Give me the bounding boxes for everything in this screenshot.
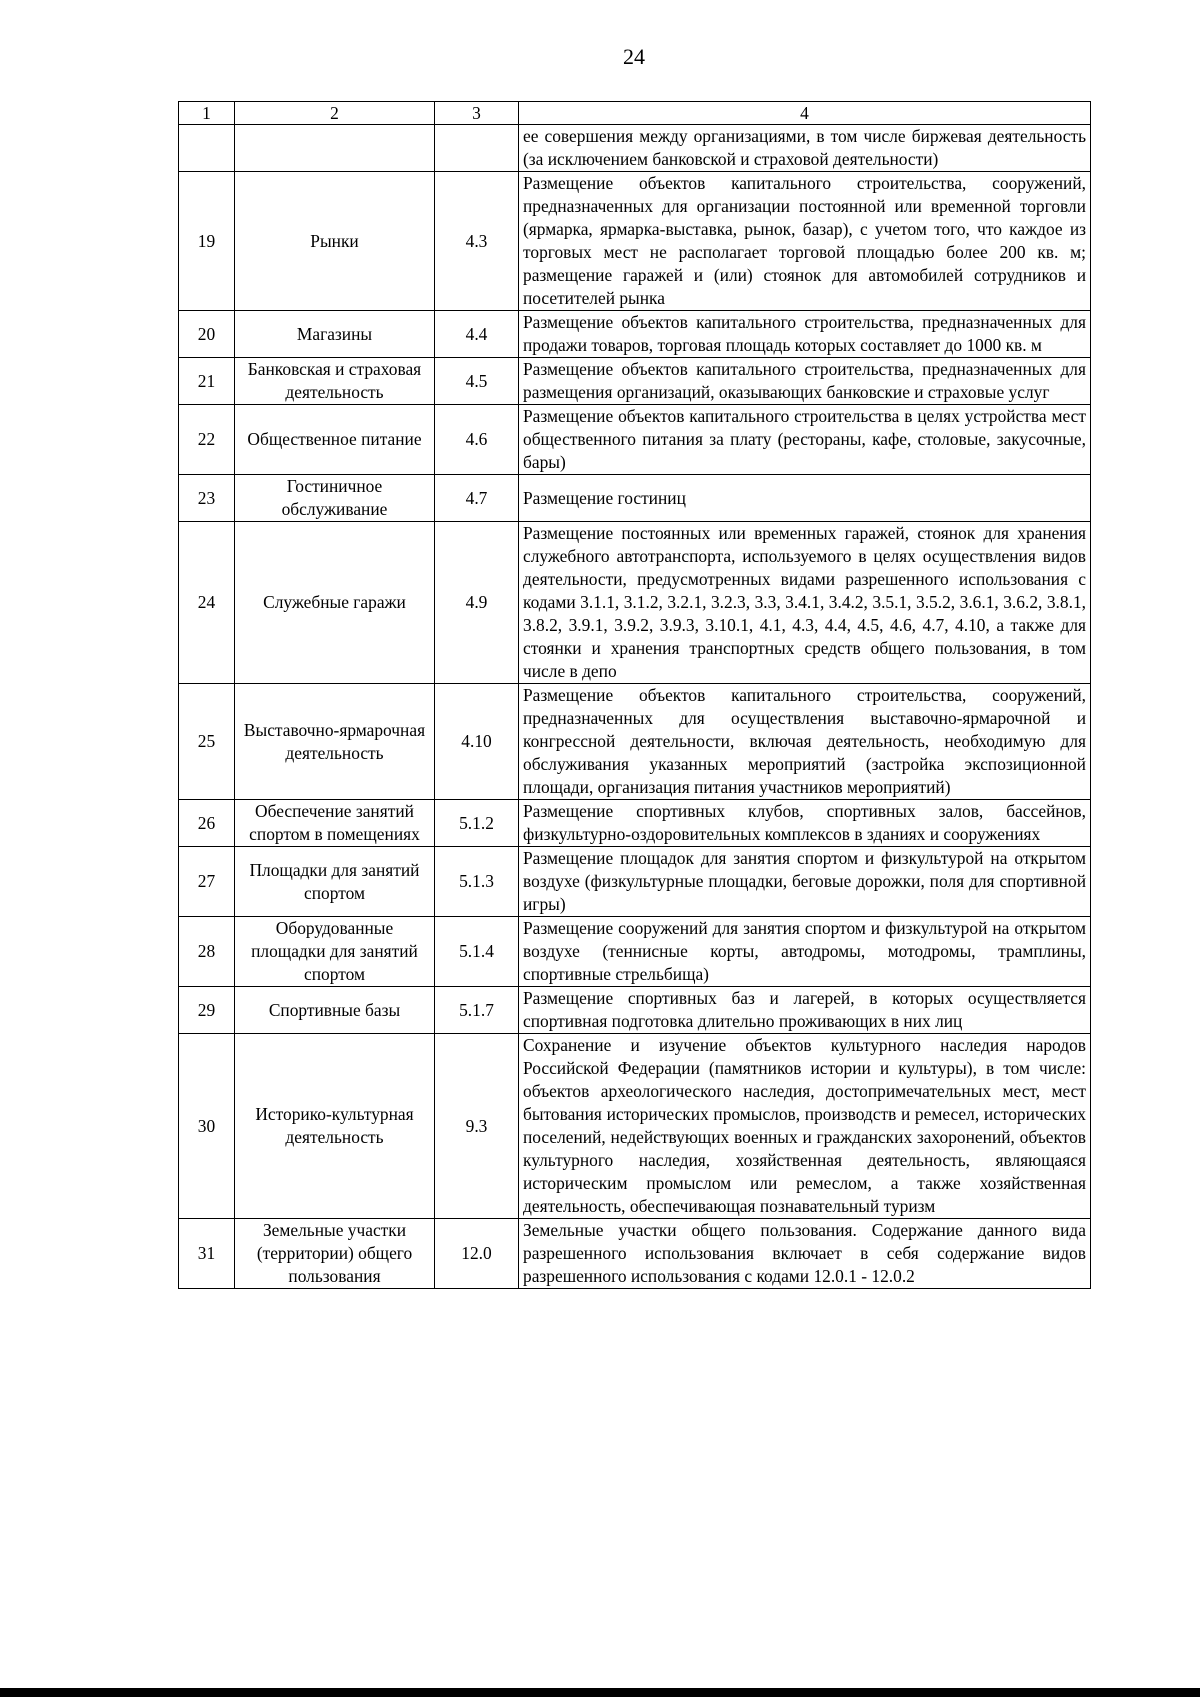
use-type-code: 4.7: [435, 475, 519, 522]
use-type-description: Размещение спортивных клубов, спортивных залов, бассейнов, физкультурно-оздоровительных комплексов в зданиях и сооружениях: [519, 800, 1091, 847]
use-type-code: 5.1.3: [435, 847, 519, 917]
use-type-name: Оборудованные площадки для занятий спортом: [235, 917, 435, 987]
table-row: [179, 800, 1091, 847]
land-use-table: [178, 101, 1091, 1289]
page-number: 24: [623, 44, 645, 69]
use-type-description: Размещение объектов капитального строительства, сооружений, предназначенных для осуществления выставочно-ярмарочной и конгрессной деятельности, включая деятельность, необходимую для обслуживания указанных мероприятий (застройка экспозиционной площади, организация питания участников мероприятий): [519, 684, 1091, 800]
use-type-name: Магазины: [235, 311, 435, 358]
use-type-code: 4.9: [435, 522, 519, 684]
row-number: 30: [179, 1034, 235, 1219]
use-type-description: Размещение сооружений для занятия спортом и физкультурой на открытом воздухе (теннисные корты, автодромы, мотодромы, трамплины, спортивные стрельбища): [519, 917, 1091, 987]
use-type-name: Служебные гаражи: [235, 522, 435, 684]
use-type-code: 4.6: [435, 405, 519, 475]
use-type-description: ее совершения между организациями, в том числе биржевая деятельность (за исключением банковской и страховой деятельности): [519, 125, 1091, 172]
column-header-4: 4: [519, 102, 1091, 125]
row-number: 31: [179, 1219, 235, 1289]
row-number: 23: [179, 475, 235, 522]
row-number: 20: [179, 311, 235, 358]
table-row: [179, 311, 1091, 358]
row-number: 25: [179, 684, 235, 800]
table-row: [179, 1034, 1091, 1219]
table-row: [179, 405, 1091, 475]
use-type-code: 4.10: [435, 684, 519, 800]
use-type-name: Выставочно-ярмарочная деятельность: [235, 684, 435, 800]
column-header-2: 2: [235, 102, 435, 125]
use-type-name: Рынки: [235, 172, 435, 311]
row-number: 27: [179, 847, 235, 917]
use-type-code: 5.1.2: [435, 800, 519, 847]
use-type-description: Размещение постоянных или временных гаражей, стоянок для хранения служебного автотранспорта, используемого в целях осуществления видов деятельности, предусмотренных видами разрешенного использования с кодами 3.1.1, 3.1.2, 3.2.1, 3.2.3, 3.3, 3.4.1, 3.4.2, 3.5.1, 3.5.2, 3.6.1, 3.6.2, 3.8.1, 3.8.2, 3.9.1, 3.9.2, 3.9.3, 3.10.1, 4.1, 4.3, 4.4, 4.5, 4.6, 4.7, 4.10, а также для стоянки и хранения транспортных средств общего пользования, в том числе в депо: [519, 522, 1091, 684]
table-row: [179, 125, 1091, 172]
table-row: [179, 172, 1091, 311]
table-row: [179, 1219, 1091, 1289]
use-type-name: Площадки для занятий спортом: [235, 847, 435, 917]
row-number: 28: [179, 917, 235, 987]
use-type-name: Спортивные базы: [235, 987, 435, 1034]
row-number: 21: [179, 358, 235, 405]
use-type-code: 12.0: [435, 1219, 519, 1289]
table-row: [179, 847, 1091, 917]
use-type-code: 4.4: [435, 311, 519, 358]
row-number: [179, 125, 235, 172]
use-type-code: 4.3: [435, 172, 519, 311]
table-header-row: [179, 102, 1091, 125]
use-type-name: Земельные участки (территории) общего пользования: [235, 1219, 435, 1289]
use-type-description: Размещение объектов капитального строительства, предназначенных для продажи товаров, торговая площадь которых составляет до 1000 кв. м: [519, 311, 1091, 358]
table-row: [179, 684, 1091, 800]
use-type-description: Размещение объектов капитального строительства, сооружений, предназначенных для организации постоянной или временной торговли (ярмарка, ярмарка-выставка, рынок, базар), с учетом того, что каждое из торговых мест не располагает торговой площадью более 200 кв. м; размещение гаражей и (или) стоянок для автомобилей сотрудников и посетителей рынка: [519, 172, 1091, 311]
table-row: [179, 522, 1091, 684]
scan-edge-bar: [0, 1688, 1200, 1697]
row-number: 19: [179, 172, 235, 311]
row-number: 26: [179, 800, 235, 847]
use-type-code: [435, 125, 519, 172]
use-type-description: Размещение объектов капитального строительства в целях устройства мест общественного питания за плату (рестораны, кафе, столовые, закусочные, бары): [519, 405, 1091, 475]
row-number: 29: [179, 987, 235, 1034]
use-type-name: Историко-культурная деятельность: [235, 1034, 435, 1219]
use-type-name: [235, 125, 435, 172]
use-type-description: Сохранение и изучение объектов культурного наследия народов Российской Федерации (памятников истории и культуры), в том числе: объектов археологического наследия, достопримечательных мест, мест бытования исторических промыслов, производств и ремесел, исторических поселений, недействующих военных и гражданских захоронений, объектов культурного наследия, хозяйственная деятельность, являющаяся историческим промыслом или ремеслом, а также хозяйственная деятельность, обеспечивающая познавательный туризм: [519, 1034, 1091, 1219]
use-type-name: Общественное питание: [235, 405, 435, 475]
use-type-name: Банковская и страховая деятельность: [235, 358, 435, 405]
use-type-description: Размещение гостиниц: [519, 475, 1091, 522]
column-header-1: 1: [179, 102, 235, 125]
use-type-code: 4.5: [435, 358, 519, 405]
table-row: [179, 917, 1091, 987]
use-type-code: 5.1.7: [435, 987, 519, 1034]
table-row: [179, 475, 1091, 522]
use-type-description: Размещение спортивных баз и лагерей, в которых осуществляется спортивная подготовка длительно проживающих в них лиц: [519, 987, 1091, 1034]
use-type-description: Земельные участки общего пользования. Содержание данного вида разрешенного использования включает в себя содержание видов разрешенного использования с кодами 12.0.1 - 12.0.2: [519, 1219, 1091, 1289]
table-row: [179, 358, 1091, 405]
use-type-name: Обеспечение занятий спортом в помещениях: [235, 800, 435, 847]
use-type-name: Гостиничное обслуживание: [235, 475, 435, 522]
use-type-description: Размещение объектов капитального строительства, предназначенных для размещения организаций, оказывающих банковские и страховые услуг: [519, 358, 1091, 405]
use-type-description: Размещение площадок для занятия спортом и физкультурой на открытом воздухе (физкультурные площадки, беговые дорожки, поля для спортивной игры): [519, 847, 1091, 917]
column-header-3: 3: [435, 102, 519, 125]
table-row: [179, 987, 1091, 1034]
use-type-code: 5.1.4: [435, 917, 519, 987]
row-number: 22: [179, 405, 235, 475]
row-number: 24: [179, 522, 235, 684]
use-type-code: 9.3: [435, 1034, 519, 1219]
